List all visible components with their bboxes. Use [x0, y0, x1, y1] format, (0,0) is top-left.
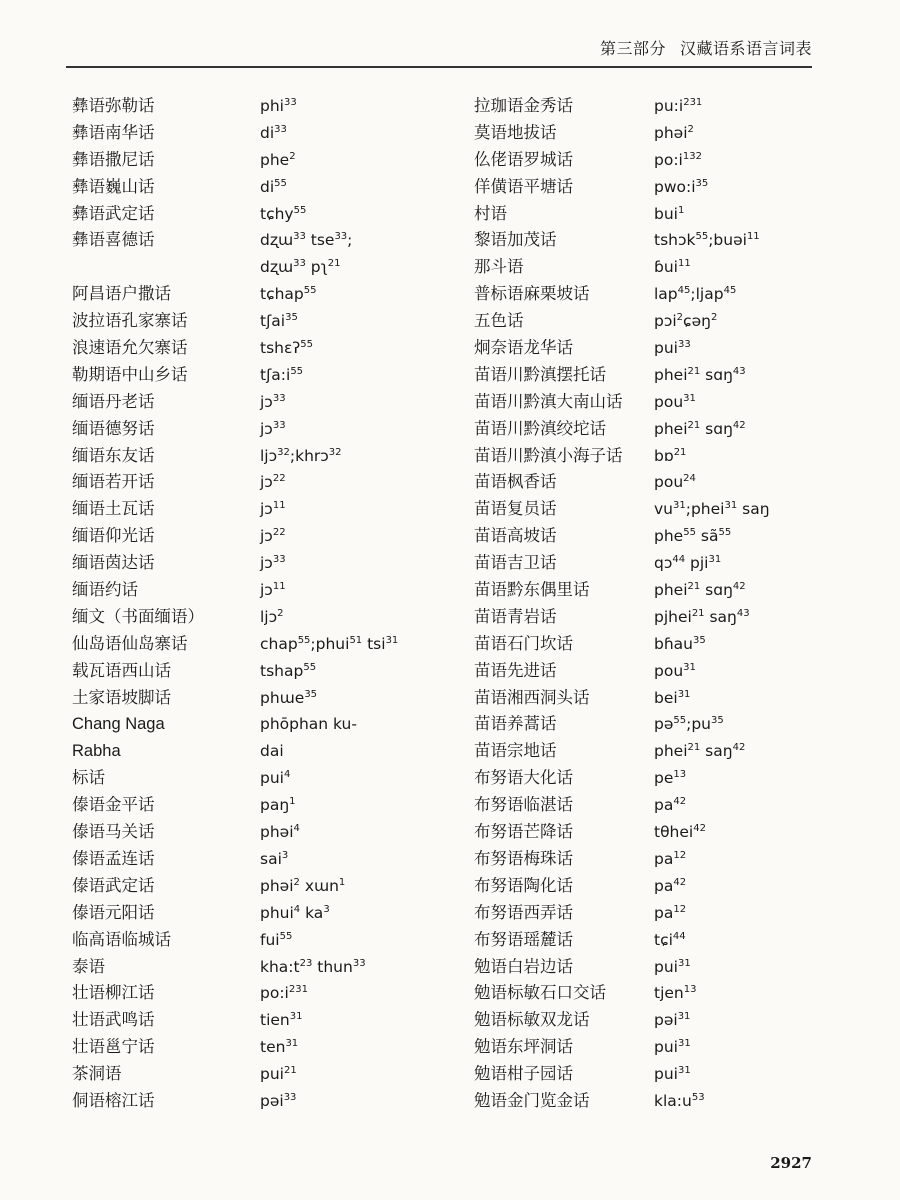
language-name: 苗语高坡话 [474, 526, 557, 546]
language-name: 波拉语孔家寨话 [72, 311, 188, 331]
language-name: 壮语武鸣话 [72, 1010, 155, 1030]
word-form: jɔ$^{11}$ [260, 500, 286, 519]
language-name: 村语 [474, 203, 507, 223]
word-form: dʐɯ$^{33}$ tse$^{33}$; [260, 231, 353, 250]
word-form: tjen$^{13}$ [654, 984, 697, 1003]
word-form: pui$^{31}$ [654, 1038, 691, 1057]
language-name: 傣语元阳话 [72, 902, 155, 922]
word-form: phi$^{33}$ [260, 97, 297, 115]
language-name: 仙岛语仙岛寨话 [72, 633, 188, 653]
language-name: 仫佬语罗城话 [474, 149, 573, 169]
word-form: pui$^4$ [260, 769, 291, 788]
language-name: 缅语若开话 [72, 472, 155, 492]
language-name: 勉语标敏双龙话 [474, 1010, 590, 1030]
header-rule [66, 66, 812, 68]
word-form: $kla:u^{53}$ [654, 1091, 705, 1110]
language-name: 阿昌语户撒话 [72, 284, 171, 304]
word-form: phei$^{21}$ saŋ$^{42}$ [654, 742, 746, 761]
language-name: 五色话 [474, 311, 524, 331]
language-name: 勉语东坪洞话 [474, 1037, 573, 1057]
language-name: Rabha [72, 742, 121, 761]
language-name: 侗语榕江话 [72, 1090, 155, 1110]
language-name: 苗语养蒿话 [474, 714, 557, 734]
language-name: 傣语马关话 [72, 822, 155, 842]
header-section: 第三部分 [599, 39, 666, 58]
word-form: phei$^{21}$ sɑŋ$^{43}$ [654, 365, 746, 384]
language-name: 勉语标敏石口交话 [474, 983, 606, 1003]
language-name: 缅语茵达话 [72, 553, 155, 573]
language-name: 壮语柳江话 [72, 983, 155, 1003]
word-form: $pə^{55};pu^{35}$ [654, 715, 724, 734]
header-title: 汉藏语系语言词表 [679, 39, 812, 58]
language-name: 勉语金门览金话 [474, 1090, 590, 1110]
language-name: 临高语临城话 [72, 929, 171, 949]
language-name: 黎语加茂话 [474, 230, 557, 250]
language-name: 布努语大化话 [474, 768, 573, 788]
word-form: ten$^{31}$ [260, 1038, 299, 1057]
language-name: 傣语武定话 [72, 875, 155, 895]
word-form: bei$^{31}$ [654, 688, 691, 707]
word-form: $pe^{13}$ [654, 769, 687, 788]
language-name: 苗语石门坎话 [474, 633, 573, 653]
language-name: 苗语先进话 [474, 660, 557, 680]
word-form: pui$^{33}$ [654, 339, 691, 358]
word-form: ljɔ$^2$ [260, 607, 284, 626]
word-form: pou$^{24}$ [654, 473, 696, 492]
word-form: lap$^{45}$;ljap$^{45}$ [654, 285, 737, 304]
language-name: 标话 [72, 768, 105, 788]
word-form: $kha:t^{23}$ thun$^{33}$ [260, 957, 366, 976]
word-form: pou$^{31}$ [654, 661, 696, 680]
language-name: 傣语金平话 [72, 795, 155, 815]
language-name: 那斗语 [474, 257, 524, 277]
language-name: 苗语川黔滇摆托话 [474, 364, 606, 384]
word-form: bɦau$^{35}$ [654, 634, 706, 653]
word-form: jɔ$^{33}$ [260, 554, 286, 573]
language-name: 苗语川黔滇大南山话 [474, 391, 623, 411]
word-form: $pa^{42}$ [654, 876, 687, 895]
word-form: bɒ$^{21}$ [654, 446, 687, 465]
word-form: $po:i^{231}$ [260, 984, 308, 1003]
language-name: 土家语坡脚话 [72, 687, 171, 707]
page-number: 2927 [770, 1154, 812, 1172]
word-form: tɕi$^{44}$ [654, 930, 686, 949]
language-name: 苗语川黔滇小海子话 [474, 445, 623, 465]
word-form: chap$^{55}$;phui$^{51}$ tsi$^{31}$ [260, 634, 399, 653]
language-name: 茶洞语 [72, 1064, 122, 1084]
word-form: tɕhap$^{55}$ [260, 285, 317, 304]
word-form: $pa^{12}$ [654, 903, 687, 922]
language-name: 苗语川黔滇绞坨话 [474, 418, 606, 438]
word-form: jɔ$^{22}$ [260, 473, 286, 492]
word-form: fui$^{55}$ [260, 930, 293, 949]
language-name: 彝语喜德话 [72, 230, 155, 250]
language-name: 缅文（书面缅语） [72, 606, 204, 626]
word-form: phəi$^2$ [654, 123, 694, 142]
language-name: 勉语柑子园话 [474, 1064, 573, 1084]
language-name: 彝语南华话 [72, 122, 155, 142]
word-form: tɕhy$^{55}$ [260, 204, 307, 223]
language-name: 彝语巍山话 [72, 176, 155, 196]
word-form: dʐɯ$^{33}$ pʅ$^{21}$ [260, 258, 341, 277]
word-form: tshɔk$^{55}$;buəi$^{11}$ [654, 231, 760, 250]
language-name: 苗语黔东偶里话 [474, 580, 590, 600]
language-name: 勒期语中山乡话 [72, 364, 188, 384]
language-name: 苗语青岩话 [474, 606, 557, 626]
language-name: 缅语丹老话 [72, 391, 155, 411]
word-form: $tʃa:i^{55}$ [260, 365, 304, 384]
word-form: phei$^{21}$ sɑŋ$^{42}$ [654, 419, 746, 438]
word-form: dai [260, 742, 284, 761]
language-name: 缅语德努话 [72, 418, 155, 438]
word-form: phəi$^4$ [260, 823, 300, 842]
language-name: 彝语撒尼话 [72, 149, 155, 169]
language-name: 布努语芒降话 [474, 822, 573, 842]
word-form: phe$^2$ [260, 150, 296, 169]
language-name: 布努语瑶麓话 [474, 929, 573, 949]
language-name: 苗语湘西洞头话 [474, 687, 590, 707]
language-name: 拉珈语金秀话 [474, 96, 573, 115]
word-form: qɔ$^{44}$ pji$^{31}$ [654, 554, 722, 573]
language-name: 苗语复员话 [474, 499, 557, 519]
word-form: tien$^{31}$ [260, 1011, 303, 1030]
word-form: tshap$^{55}$ [260, 661, 317, 680]
word-form: $pu:i^{231}$ [654, 97, 703, 115]
word-form: tθhei$^{42}$ [654, 823, 706, 842]
word-form: jɔ$^{33}$ [260, 392, 286, 411]
word-form: phɯe$^{35}$ [260, 688, 318, 707]
language-name: 泰语 [72, 956, 105, 976]
word-form: pɔi$^2$ɕəŋ$^2$ [654, 312, 718, 331]
language-name: 缅语仰光话 [72, 526, 155, 546]
language-name: 缅语土瓦话 [72, 499, 155, 519]
word-form: paŋ$^1$ [260, 796, 296, 815]
language-name: 布努语西弄话 [474, 902, 573, 922]
word-form: ɓui$^{11}$ [654, 258, 691, 277]
language-name: 布努语梅珠话 [474, 848, 573, 868]
language-name: 彝语武定话 [72, 203, 155, 223]
word-form: $di^{55}$ [260, 177, 287, 196]
word-form: ljɔ$^{32}$;khrɔ$^{32}$ [260, 446, 342, 465]
word-form: phui$^4$ $ka^3$ [260, 903, 330, 922]
language-name: Chang Naga [72, 715, 165, 734]
language-name: 布努语陶化话 [474, 875, 573, 895]
word-form: phəi$^2$ xɯn$^1$ [260, 876, 346, 895]
word-form: phōphan ku- [260, 715, 357, 734]
word-form: jɔ$^{22}$ [260, 527, 286, 546]
running-header [600, 36, 812, 59]
word-form: pui$^{21}$ [260, 1065, 297, 1084]
word-form: bui$^1$ [654, 204, 685, 223]
language-name: 炯奈语龙华话 [474, 338, 573, 358]
language-name: 苗语宗地话 [474, 741, 557, 761]
word-form: phei$^{21}$ sɑŋ$^{42}$ [654, 581, 746, 600]
word-form: $pa^{42}$ [654, 796, 687, 815]
word-form: jɔ$^{11}$ [260, 581, 286, 600]
language-name: 勉语白岩边话 [474, 956, 573, 976]
word-form: pəi$^{31}$ [654, 1011, 691, 1030]
word-form: $pa^{12}$ [654, 849, 687, 868]
language-name: 普标语麻栗坡话 [474, 284, 590, 304]
word-form: sai$^3$ [260, 849, 289, 868]
word-form: pui$^{31}$ [654, 957, 691, 976]
word-form: phe$^{55}$ $sã^{55}$ [654, 527, 732, 546]
word-form: $di^{33}$ [260, 123, 287, 142]
word-form: pəi$^{33}$ [260, 1091, 297, 1110]
word-form: tshɛʔ$^{55}$ [260, 339, 313, 358]
word-form: pui$^{31}$ [654, 1065, 691, 1084]
language-name: 缅语东友话 [72, 445, 155, 465]
word-form: $vu^{31};phei^{31}$ saŋ [654, 500, 770, 519]
word-form: jɔ$^{33}$ [260, 419, 286, 438]
language-name: 浪速语允欠寨话 [72, 338, 188, 358]
language-name: 布努语临湛话 [474, 795, 573, 815]
word-form: $pwo:i^{35}$ [654, 177, 709, 196]
language-name: 缅语约话 [72, 580, 138, 600]
language-name: 佯僙语平塘话 [474, 176, 573, 196]
language-name: 苗语吉卫话 [474, 553, 557, 573]
language-name: 傣语孟连话 [72, 848, 155, 868]
word-form: $po:i^{132}$ [654, 150, 702, 169]
word-form: tʃai$^{35}$ [260, 312, 298, 331]
word-form: pjhei$^{21}$ saŋ$^{43}$ [654, 607, 750, 626]
language-name: 壮语邕宁话 [72, 1037, 155, 1057]
language-name: 苗语枫香话 [474, 472, 557, 492]
language-name: 彝语弥勒话 [72, 96, 155, 115]
word-form: pou$^{31}$ [654, 392, 696, 411]
language-name: 莫语地拔话 [474, 122, 557, 142]
language-name: 载瓦语西山话 [72, 660, 171, 680]
